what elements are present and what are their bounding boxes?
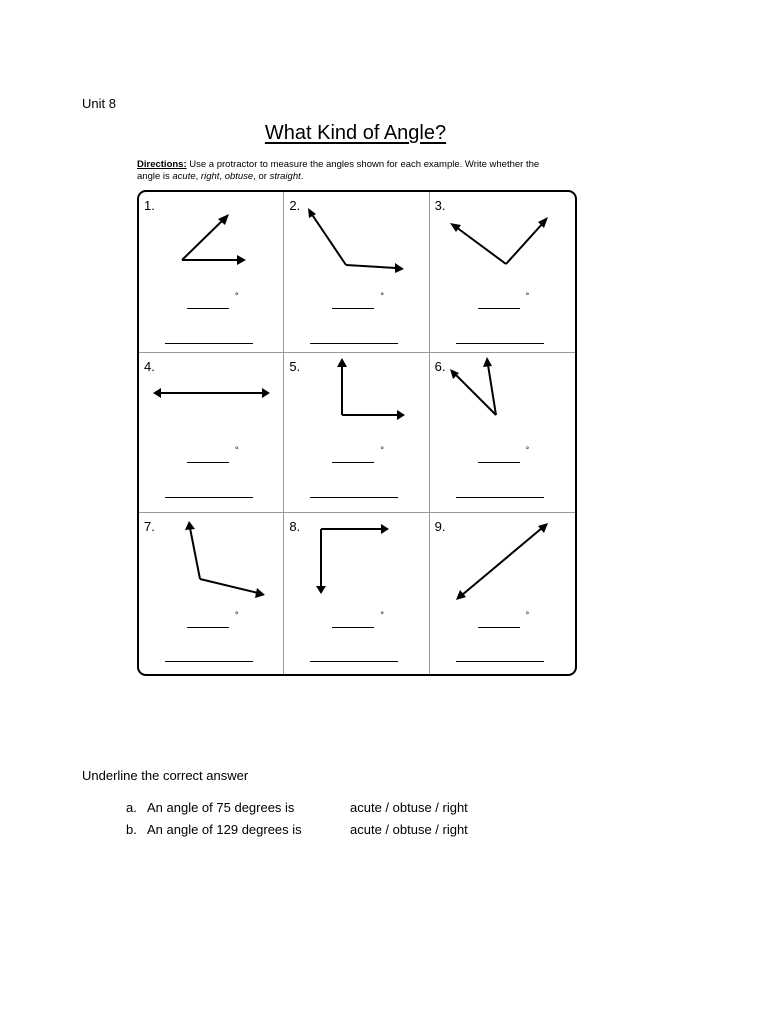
directions-text: Use a protractor to measure the angles shown for each example. Write whether the angle is (137, 159, 540, 182)
problem-number: 4. (144, 358, 155, 374)
kind-answer-blank[interactable] (165, 497, 253, 498)
kind-answer-blank[interactable] (165, 343, 253, 344)
degree-answer-blank[interactable] (187, 308, 229, 309)
right-angle-figure (284, 513, 430, 675)
kind-answer-blank[interactable] (310, 343, 398, 344)
directions: Directions: Use a protractor to measure the angles shown for each example. Write whether the angle is acute, right, obtuse, or straight. (137, 159, 540, 182)
kind-obtuse: obtuse (224, 171, 254, 182)
right-angle-figure (284, 353, 430, 515)
degree-answer-blank[interactable] (187, 462, 229, 463)
acute-angle-figure (139, 192, 285, 354)
kind-answer-blank[interactable] (310, 497, 398, 498)
degree-answer-blank[interactable] (478, 308, 520, 309)
obtuse-angle-figure (139, 513, 285, 675)
problem-number: 9. (434, 519, 446, 535)
underline-instruction: Underline the correct answer (82, 768, 249, 783)
problem-cell-9 (430, 513, 575, 674)
problem-cell-1 (139, 192, 284, 353)
problem-number: 2. (289, 198, 301, 213)
problem-cell-7 (139, 513, 284, 674)
degree-mark: ° (380, 444, 384, 455)
degree-answer-blank[interactable] (187, 627, 229, 628)
angle-grid (137, 190, 577, 676)
directions-label: Directions: (137, 159, 187, 170)
kind-answer-blank[interactable] (165, 661, 253, 662)
problem-cell-6 (430, 353, 575, 514)
degree-mark: ° (525, 291, 530, 301)
problem-cell-3 (430, 192, 575, 353)
degree-mark: ° (380, 291, 384, 301)
degree-answer-blank[interactable] (478, 462, 520, 463)
problem-number: 8. (289, 519, 301, 535)
right-angle-figure (430, 192, 576, 354)
degree-answer-blank[interactable] (332, 308, 374, 309)
degree-mark: ° (525, 444, 530, 455)
answer-options[interactable]: acute / obtuse / right (350, 800, 468, 815)
degree-answer-blank[interactable] (332, 627, 374, 628)
answer-options[interactable]: acute / obtuse / right (350, 822, 468, 837)
kind-answer-blank[interactable] (310, 661, 398, 662)
straight-angle-figure (430, 513, 576, 675)
kind-answer-blank[interactable] (456, 497, 544, 498)
problem-number: 5. (289, 358, 301, 374)
question-text: An angle of 129 degrees is (147, 822, 302, 837)
degree-mark: ° (235, 291, 239, 301)
question-letter: b. (126, 822, 137, 837)
problem-number: 1. (144, 198, 155, 213)
obtuse-angle-figure (284, 192, 430, 354)
question-letter: a. (126, 800, 137, 815)
kind-answer-blank[interactable] (456, 343, 544, 344)
problem-cell-4 (139, 353, 284, 514)
degree-mark: ° (380, 610, 384, 621)
acute-angle-figure (430, 353, 576, 515)
problem-cell-2 (284, 192, 429, 353)
problem-number: 6. (434, 358, 446, 374)
degree-answer-blank[interactable] (478, 627, 520, 628)
question-text: An angle of 75 degrees is (147, 800, 295, 815)
unit-label: Unit 8 (82, 96, 116, 111)
degree-mark: ° (235, 444, 239, 455)
kind-straight: straight (269, 171, 301, 182)
problem-cell-5 (284, 353, 429, 514)
kind-answer-blank[interactable] (456, 661, 544, 662)
worksheet-title: What Kind of Angle? (264, 122, 447, 144)
degree-mark: ° (525, 610, 530, 621)
problem-number: 7. (144, 519, 155, 535)
kind-right: right (200, 171, 220, 182)
degree-answer-blank[interactable] (332, 462, 374, 463)
kind-acute: acute (172, 171, 196, 182)
straight-angle-figure (139, 353, 285, 515)
problem-cell-8 (284, 513, 429, 674)
degree-mark: ° (235, 610, 239, 621)
problem-number: 3. (434, 198, 446, 213)
